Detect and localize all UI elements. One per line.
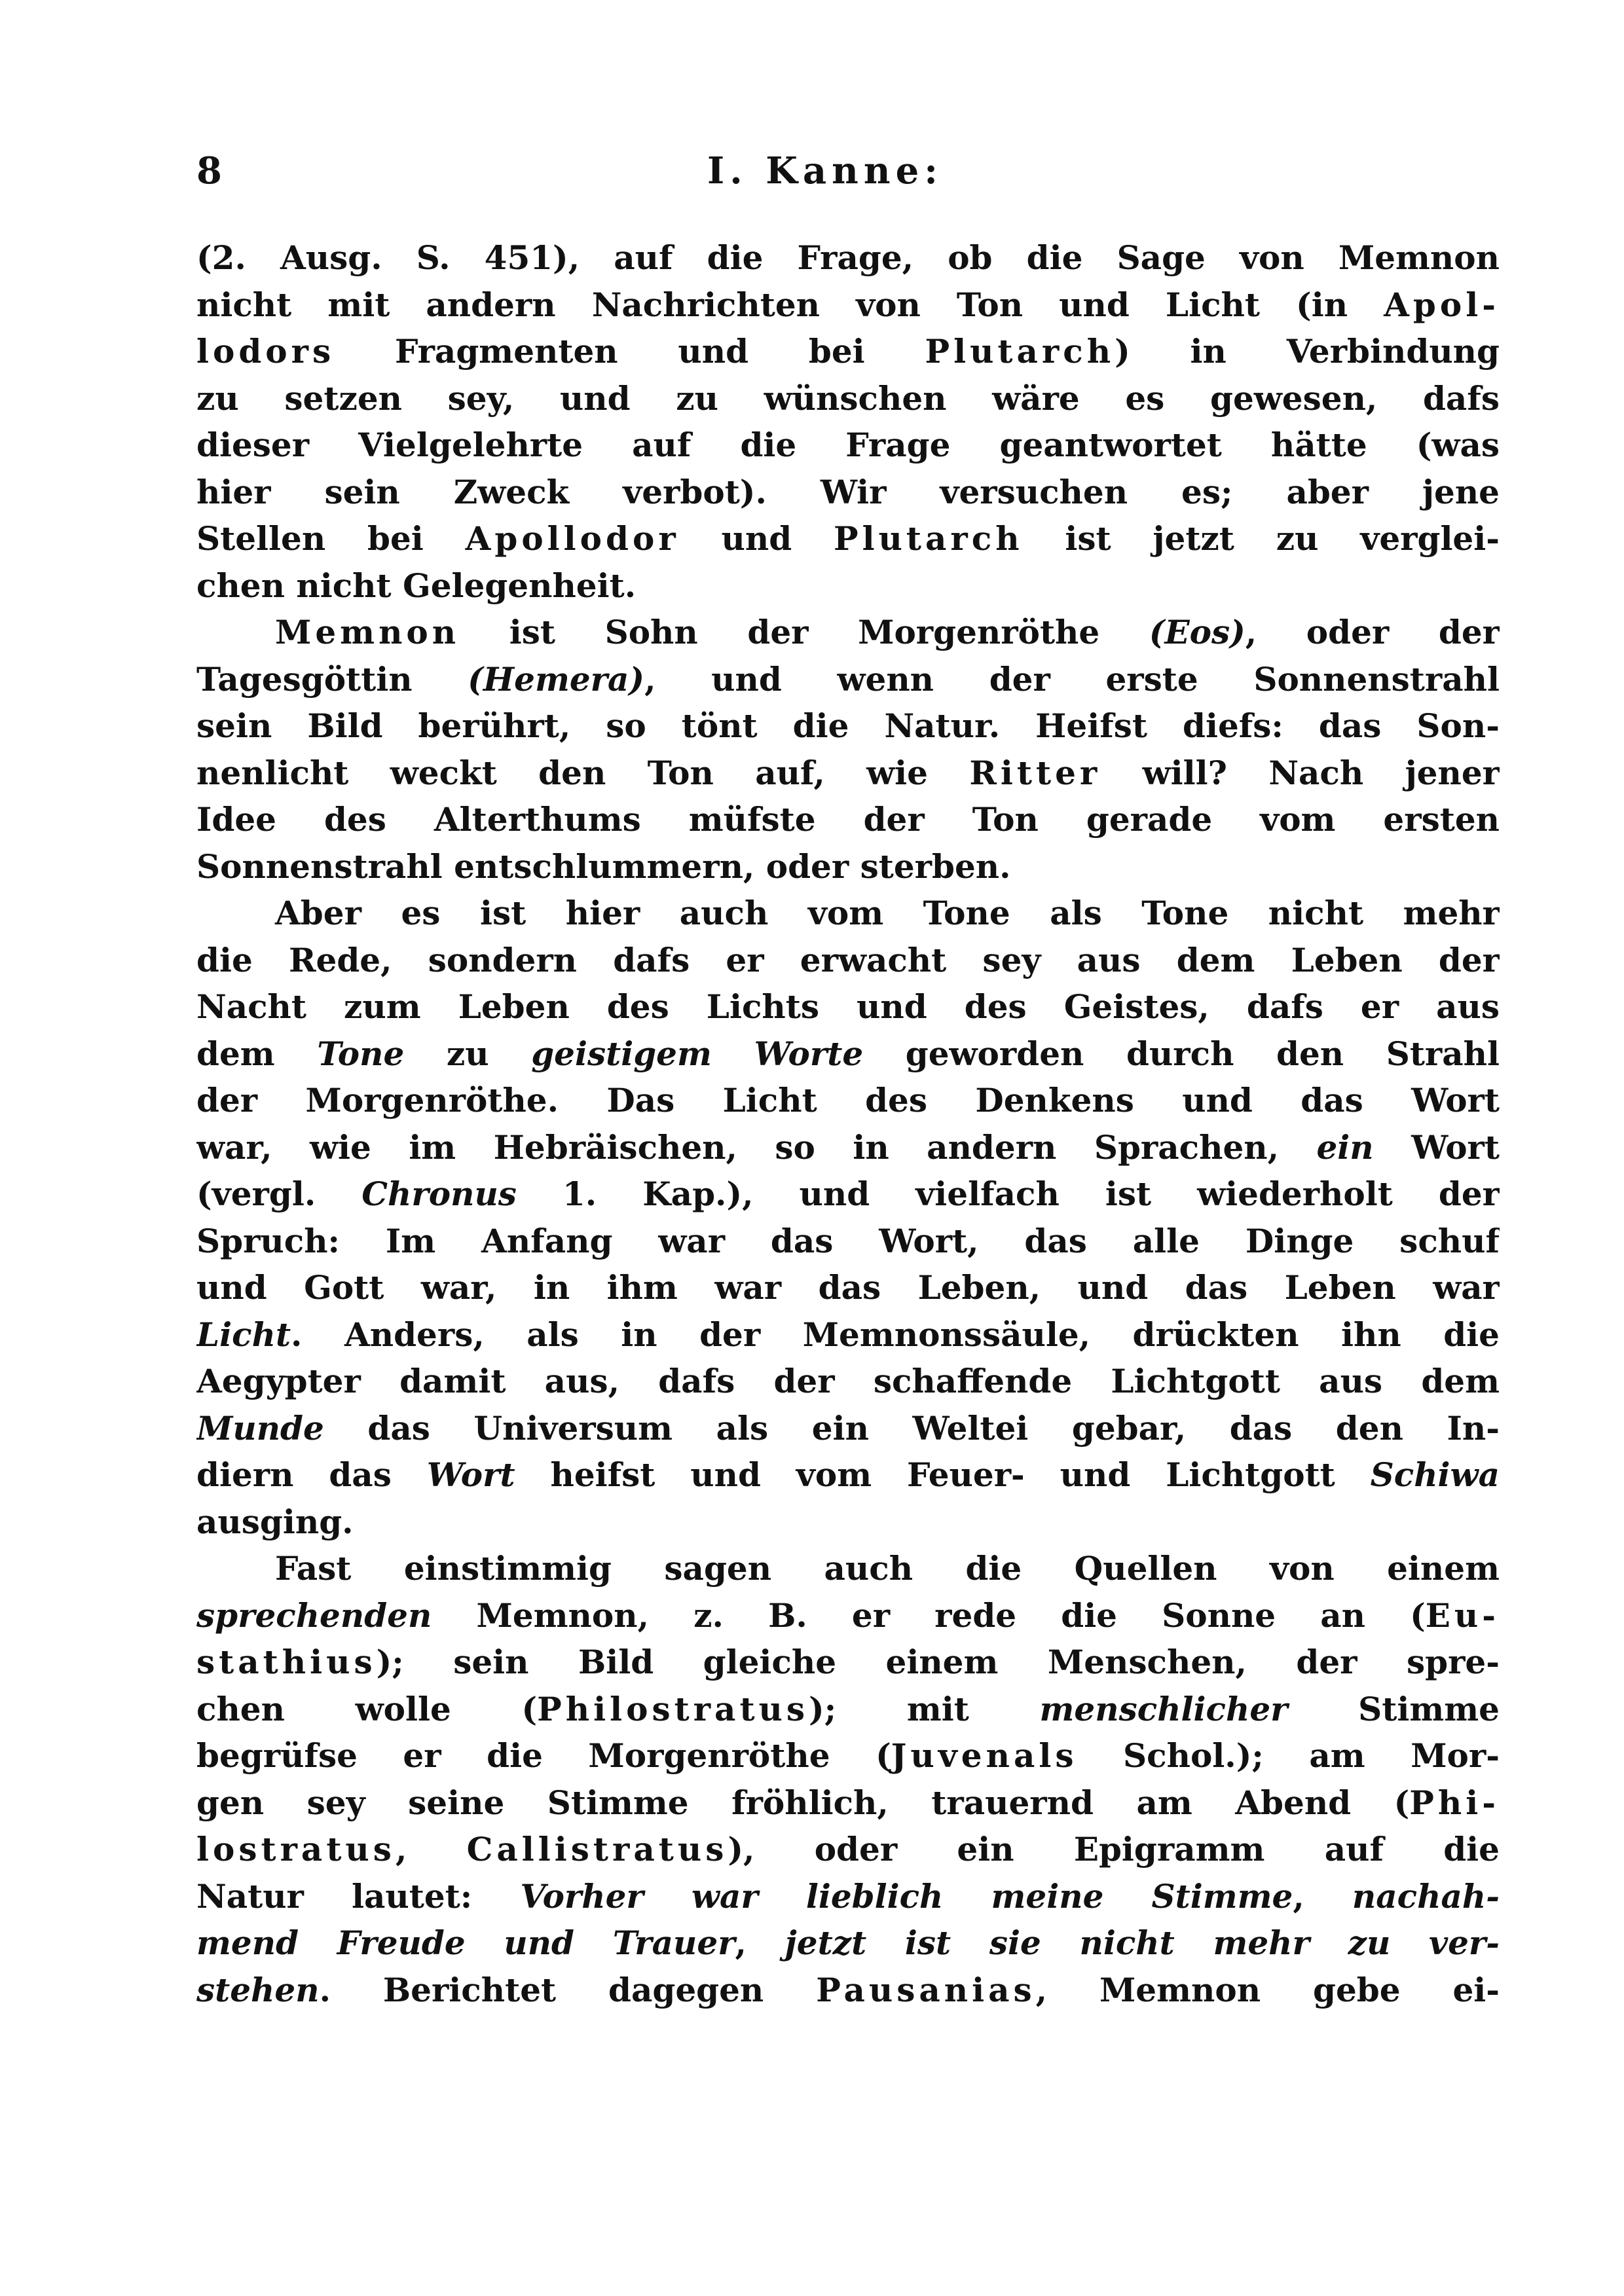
spaced-text: Ritter	[969, 753, 1101, 792]
text-line	[196, 1264, 1500, 1311]
text-line	[196, 1358, 1500, 1405]
text-segment: ist Sohn der Morgenröthe	[460, 613, 1149, 651]
italic-text: (Hemera)	[468, 659, 645, 699]
spaced-text: Phi-	[1409, 1783, 1500, 1822]
text-segment: und	[679, 519, 834, 558]
text-line	[196, 1030, 1500, 1078]
text-segment: Stellen bei	[196, 519, 466, 558]
spaced-text: Memnon	[275, 613, 460, 651]
text-segment: heifst und vom Feuer- und Lichtgott	[515, 1455, 1371, 1494]
text-segment: und Gott war, in ihm war das Leben, und das Leben war	[196, 1268, 1500, 1307]
text-segment: Tagesgöttin	[196, 659, 468, 699]
text-segment: die Rede, sondern dafs er erwacht sey aus dem Leben der	[196, 940, 1500, 979]
text-segment: gen sey seine Stimme fröhlich, trauernd am Abend (	[196, 1783, 1410, 1822]
text-line	[196, 1499, 1500, 1546]
text-line	[196, 282, 1500, 329]
text-segment: diern das	[196, 1455, 427, 1494]
running-head: I. Kanne:	[707, 149, 943, 192]
text-segment: ); sein Bild gleiche einem Menschen, der spre-	[376, 1643, 1500, 1681]
text-segment: . Berichtet dagegen	[319, 1970, 817, 2009]
italic-text: Vorher war lieblich meine Stimme	[520, 1876, 1293, 1916]
italic-text: stehen	[196, 1970, 320, 2009]
text-line	[196, 1920, 1500, 1967]
text-segment: chen wolle (	[196, 1689, 538, 1728]
text-segment: Memnon, z. B. er rede die Sonne an (	[432, 1595, 1426, 1635]
text-line	[196, 1405, 1500, 1452]
text-segment: ist jetzt zu verglei-	[1023, 519, 1500, 558]
italic-text: Chronus	[361, 1175, 517, 1213]
page-header	[196, 149, 1421, 202]
text-segment: , Memnon gebe ei-	[1035, 1970, 1500, 2009]
italic-text: mend Freude und Trauer	[196, 1923, 735, 1962]
text-line	[196, 1873, 1500, 1920]
text-segment: Stimme	[1287, 1689, 1500, 1728]
text-line	[196, 1732, 1500, 1779]
text-segment: begrüfse er die Morgenröthe (	[196, 1736, 891, 1775]
text-segment: das Universum als ein Weltei gebar, das den In-	[323, 1408, 1500, 1448]
page-number: 8	[196, 149, 222, 192]
text-line	[196, 983, 1500, 1030]
text-segment: nenlicht weckt den Ton auf, wie	[196, 753, 970, 792]
text-segment: Idee des Alterthums müfste der Ton gerade vom ersten	[196, 800, 1500, 839]
text-line	[196, 515, 1500, 562]
text-line	[196, 1967, 1500, 2014]
text-line	[196, 422, 1500, 469]
text-segment: hier sein Zweck verbot). Wir versuchen es; aber jene	[196, 472, 1500, 511]
text-line	[196, 1639, 1500, 1686]
text-segment: (2. Ausg. S. 451), auf die Frage, ob die Sage von Memnon	[196, 238, 1500, 277]
text-line	[196, 469, 1500, 516]
text-segment: ,	[735, 1923, 785, 1962]
text-segment: war, wie im Hebräischen, so in andern Sprachen,	[196, 1127, 1317, 1167]
text-line	[196, 1779, 1500, 1827]
text-line	[196, 1545, 1500, 1592]
text-line	[196, 234, 1500, 282]
italic-text: Tone	[317, 1034, 405, 1073]
text-line	[196, 1218, 1500, 1265]
text-line	[196, 328, 1500, 375]
text-segment: Spruch: Im Anfang war das Wort, das alle Dinge schuf	[196, 1221, 1500, 1260]
text-segment: will? Nach jener	[1101, 753, 1500, 792]
text-segment: sein Bild berührt, so tönt die Natur. Heifst diefs: das Son-	[196, 706, 1500, 745]
text-segment: (vergl.	[196, 1175, 362, 1213]
italic-text: ein	[1316, 1127, 1374, 1167]
text-line	[196, 562, 1500, 610]
text-segment: ,	[395, 1830, 467, 1868]
spaced-text: Eu-	[1425, 1595, 1500, 1635]
text-line	[196, 1124, 1500, 1171]
text-segment: Aber es ist hier auch vom Tone als Tone nicht mehr	[275, 894, 1500, 932]
text-line	[196, 1451, 1500, 1499]
body-text	[196, 234, 1500, 2013]
spaced-text: Pausanias	[816, 1970, 1036, 2009]
text-segment: dem	[196, 1034, 318, 1073]
text-line	[196, 656, 1500, 703]
spaced-text: Apol-	[1384, 285, 1500, 324]
text-segment: zu setzen sey, und zu wünschen wäre es gewesen, dafs	[196, 378, 1500, 418]
text-line	[196, 1171, 1500, 1218]
text-line	[196, 796, 1500, 843]
text-line	[196, 702, 1500, 750]
italic-text: Munde	[196, 1408, 324, 1448]
text-segment: ausging.	[196, 1502, 354, 1541]
italic-text: sprechenden	[196, 1595, 432, 1635]
italic-text: nachah-	[1352, 1876, 1500, 1916]
spaced-text: Callistratus	[466, 1830, 728, 1868]
text-segment: Sonnenstrahl entschlummern, oder sterben.	[196, 847, 1011, 886]
text-segment: nicht mit andern Nachrichten von Ton und Licht (in	[196, 285, 1384, 324]
text-line	[196, 1311, 1500, 1358]
text-line	[196, 750, 1500, 797]
text-segment: Aegypter damit aus, dafs der schaffende Lichtgott aus dem	[196, 1362, 1500, 1400]
text-segment: ), oder ein Epigramm auf die	[728, 1830, 1500, 1868]
text-segment: Schol.); am Mor-	[1077, 1736, 1500, 1775]
text-segment: chen nicht Gelegenheit.	[196, 566, 637, 605]
spaced-text: Apollodor	[465, 519, 680, 558]
italic-text: geistigem Worte	[531, 1034, 864, 1073]
text-line	[196, 1686, 1500, 1733]
italic-text: (Eos)	[1149, 613, 1246, 651]
italic-text: Licht	[196, 1315, 291, 1354]
text-segment: ,	[1293, 1876, 1352, 1916]
italic-text: Wort	[426, 1455, 515, 1494]
text-segment: , und wenn der erste Sonnenstrahl	[644, 659, 1500, 699]
text-segment: Nacht zum Leben des Lichts und des Geistes, dafs er aus	[196, 987, 1500, 1026]
text-segment: dieser Vielgelehrte auf die Frage geantwortet hätte (was	[196, 426, 1500, 464]
spaced-text: Philostratus	[537, 1689, 809, 1728]
text-segment: , oder der	[1245, 613, 1500, 651]
spaced-text: Plutarch	[925, 332, 1115, 371]
text-segment: der Morgenröthe. Das Licht des Denkens und das Wort	[196, 1081, 1500, 1120]
italic-text: jetzt ist sie nicht mehr zu ver-	[784, 1923, 1500, 1962]
text-segment: Fragmenten und bei	[335, 332, 925, 371]
text-line	[196, 1826, 1500, 1873]
text-line	[196, 1592, 1500, 1639]
spaced-text: lodors	[196, 332, 335, 371]
text-line	[196, 843, 1500, 890]
text-segment: ) in Verbindung	[1115, 332, 1500, 371]
text-segment: Wort	[1373, 1127, 1500, 1167]
text-line	[196, 1077, 1500, 1124]
spaced-text: lostratus	[196, 1830, 396, 1868]
text-segment: . Anders, als in der Memnonssäule, drückten ihn die	[291, 1315, 1500, 1354]
text-line	[196, 609, 1500, 656]
spaced-text: Juvenals	[891, 1736, 1078, 1775]
spaced-text: Plutarch	[833, 519, 1024, 558]
text-segment: Fast einstimmig sagen auch die Quellen von einem	[275, 1549, 1500, 1588]
text-segment: geworden durch den Strahl	[863, 1034, 1500, 1073]
text-line	[196, 937, 1500, 984]
text-segment: Natur lautet:	[196, 1876, 521, 1916]
italic-text: Schiwa	[1370, 1455, 1500, 1494]
text-line	[196, 375, 1500, 422]
text-segment: 1. Kap.), und vielfach ist wiederholt der	[516, 1175, 1500, 1213]
text-segment: ); mit	[809, 1689, 1040, 1728]
text-line	[196, 890, 1500, 937]
italic-text: menschlicher	[1039, 1689, 1288, 1728]
spaced-text: stathius	[196, 1643, 377, 1681]
text-segment: zu	[404, 1034, 532, 1073]
